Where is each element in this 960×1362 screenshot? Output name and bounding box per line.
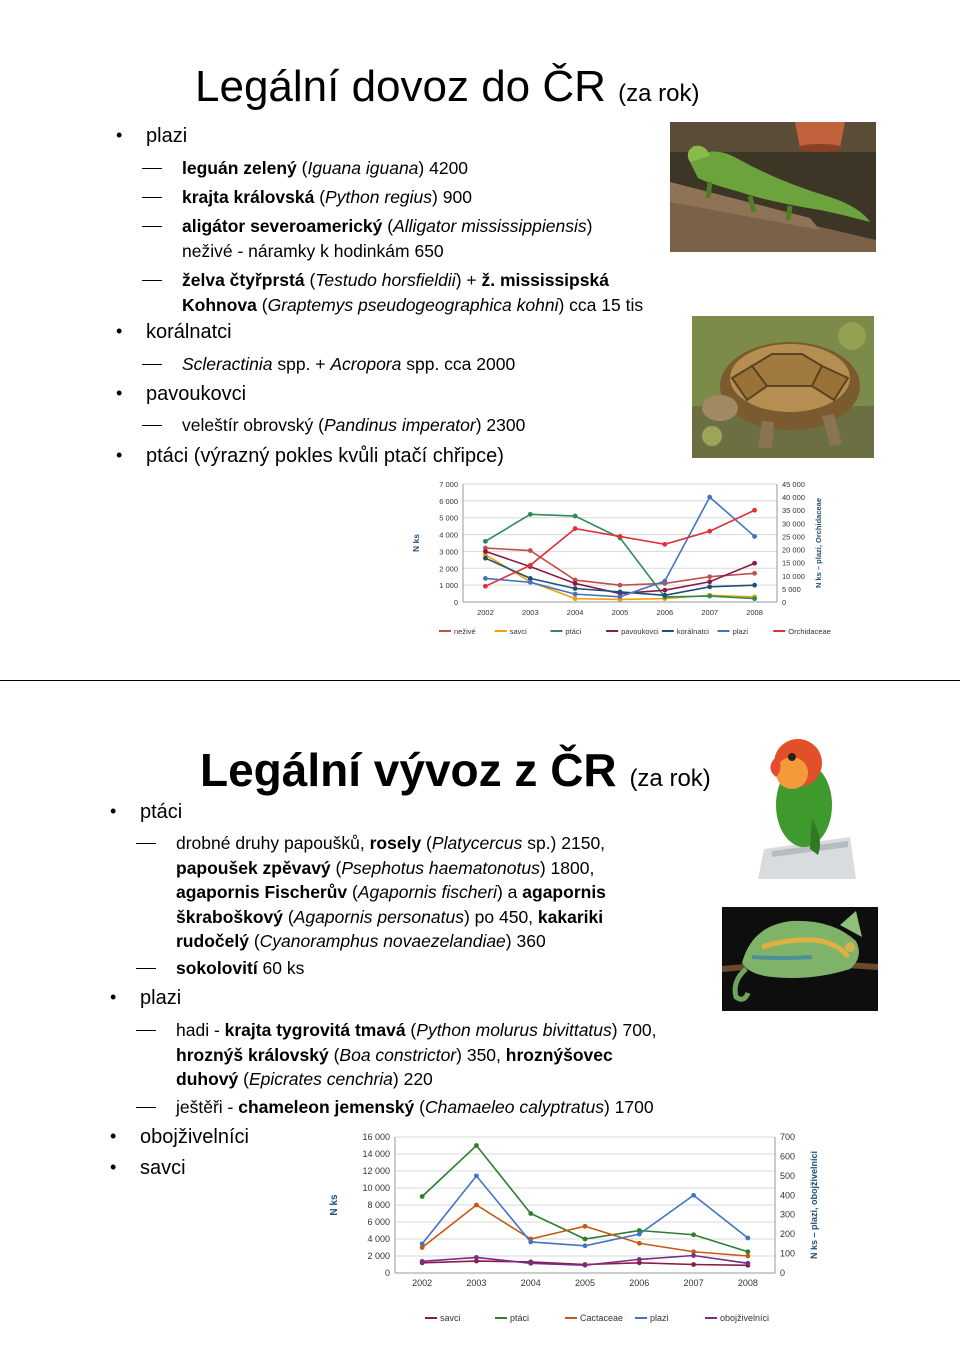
bullet-ptaci: • ptáci (výrazný pokles kvůli ptačí chřipce) [146, 445, 504, 468]
data-point [745, 1236, 750, 1241]
data-point [583, 1224, 588, 1229]
legend-label: obojživelníci [720, 1313, 770, 1323]
item-iguana: leguán zelený (Iguana iguana) 4200 [182, 156, 468, 181]
data-point [420, 1259, 425, 1264]
data-point [745, 1261, 750, 1266]
y-tick-label: 6 000 [439, 496, 458, 506]
data-point [752, 534, 757, 539]
item-lizards: ještěři - chameleon jemenský (Chamaeleo calyptratus) 1700 [176, 1095, 654, 1120]
y2-tick-label: 700 [780, 1132, 796, 1142]
data-point [662, 579, 667, 584]
bullet-koralnatci: • korálnatci [146, 321, 232, 344]
item-snakes: hadi - krajta tygrovitá tmavá (Python molurus bivittatus) 700, hroznýš královský (Boa constrictor) 350, hroznýšovec duhový (Epicrates cenchria) 220 [176, 1018, 657, 1092]
y-axis-label: N ks [329, 1194, 340, 1216]
data-point [691, 1262, 696, 1267]
data-point [573, 526, 578, 531]
data-point [618, 534, 623, 539]
y-tick-label: 0 [453, 598, 458, 607]
x-tick-label: 2008 [746, 608, 763, 617]
data-point [637, 1257, 642, 1262]
y-tick-label: 12 000 [362, 1166, 390, 1176]
y-tick-label: 14 000 [362, 1149, 390, 1159]
y2-tick-label: 10 000 [782, 571, 805, 581]
bullet-plazi: • plazi [140, 987, 181, 1010]
y-tick-label: 4 000 [367, 1234, 390, 1244]
export-chart [325, 1127, 845, 1345]
y2-axis-label: N ks – plazi, Orchidaceae [814, 497, 823, 589]
legend-label: savci [509, 627, 527, 636]
y-tick-label: 10 000 [362, 1183, 390, 1193]
data-point [752, 583, 757, 588]
title-note: (za rok) [629, 765, 711, 792]
item-corals: Scleractinia spp. + Acropora spp. cca 2000 [182, 352, 515, 377]
slide-title: Legální dovoz do ČR (za rok) [195, 62, 700, 111]
slide-export [0, 681, 960, 1362]
y-tick-label: 0 [384, 1268, 390, 1278]
data-point [573, 592, 578, 597]
data-point [483, 539, 488, 544]
data-point [483, 576, 488, 581]
data-point [573, 514, 578, 519]
y2-tick-label: 300 [780, 1209, 796, 1220]
y2-tick-label: 45 000 [782, 480, 805, 489]
data-point [528, 548, 533, 553]
tortoise-photo [692, 316, 874, 458]
y-tick-label: 2 000 [439, 564, 458, 574]
y2-tick-label: 600 [780, 1151, 796, 1162]
y2-tick-label: 0 [780, 1268, 786, 1278]
y-tick-label: 3 000 [439, 547, 458, 557]
data-point [474, 1255, 479, 1260]
data-point [691, 1232, 696, 1237]
data-point [752, 571, 757, 576]
x-tick-label: 2005 [574, 1278, 596, 1288]
y-tick-label: 6 000 [367, 1217, 390, 1227]
chameleon-photo [722, 907, 878, 1011]
data-point [707, 574, 712, 579]
data-point [483, 556, 488, 561]
y2-tick-label: 30 000 [782, 519, 805, 529]
legend-label: pavoukovci [621, 627, 659, 636]
series-line [422, 1176, 748, 1246]
data-point [752, 596, 757, 601]
data-point [662, 588, 667, 593]
y-tick-label: 5 000 [439, 513, 458, 523]
legend-label: korálnatci [676, 627, 709, 636]
lovebird-photo [752, 729, 856, 879]
data-point [707, 594, 712, 599]
item-falcons: sokolovití 60 ks [176, 956, 304, 981]
data-point [483, 549, 488, 554]
bullet-plazi: • plazi [146, 125, 187, 148]
y-axis-label: N ks [411, 534, 421, 552]
y2-tick-label: 100 [780, 1248, 796, 1259]
x-tick-label: 2004 [566, 608, 584, 617]
item-scorpion: veleštír obrovský (Pandinus imperator) 2300 [182, 413, 525, 438]
x-tick-label: 2002 [477, 608, 494, 617]
x-tick-label: 2003 [466, 1278, 487, 1288]
data-point [618, 589, 623, 594]
data-point [707, 579, 712, 584]
y2-tick-label: 200 [780, 1229, 796, 1240]
legend-label: ptáci [510, 1313, 530, 1323]
legend-label: Orchidaceae [788, 627, 831, 636]
bullet-obojzivelnici: • obojživelníci [140, 1126, 249, 1149]
series-line [485, 497, 754, 597]
y2-tick-label: 5 000 [782, 584, 801, 594]
y-tick-label: 2 000 [367, 1251, 390, 1261]
x-tick-label: 2002 [412, 1278, 433, 1288]
data-point [618, 594, 623, 599]
y2-tick-label: 35 000 [782, 506, 805, 516]
series-line [485, 510, 754, 586]
data-point [583, 1243, 588, 1248]
data-point [573, 586, 578, 591]
data-point [662, 542, 667, 547]
y2-axis-label: N ks – plazi, obojživelníci [809, 1150, 819, 1260]
x-tick-label: 2007 [683, 1278, 704, 1288]
x-tick-label: 2006 [656, 608, 674, 617]
legend-label: plazi [732, 627, 749, 636]
item-python: krajta královská (Python regius) 900 [182, 185, 472, 210]
data-point [707, 495, 712, 500]
bullet-ptaci: • ptáci [140, 801, 182, 824]
y2-tick-label: 15 000 [782, 558, 805, 568]
y2-tick-label: 0 [782, 598, 787, 607]
legend-label: ptáci [565, 627, 582, 636]
data-point [707, 529, 712, 534]
y2-tick-label: 40 000 [782, 493, 805, 503]
legend-label: Cactaceae [580, 1313, 624, 1323]
data-point [662, 593, 667, 598]
data-point [583, 1237, 588, 1242]
legend-label: neživé [454, 627, 476, 636]
slide-title: Legální vývoz z ČR (za rok) [200, 744, 711, 796]
data-point [483, 584, 488, 589]
x-tick-label: 2007 [701, 608, 719, 617]
data-point [637, 1232, 642, 1237]
x-tick-label: 2003 [521, 608, 539, 617]
data-point [745, 1254, 750, 1259]
data-point [618, 583, 623, 588]
data-point [583, 1263, 588, 1268]
data-point [474, 1173, 479, 1178]
bullet-pavoukovci: • pavoukovci [146, 383, 246, 406]
import-chart [405, 472, 835, 642]
x-tick-label: 2005 [611, 608, 629, 617]
data-point [528, 580, 533, 585]
data-point [745, 1249, 750, 1254]
item-small-parrots: drobné druhy papoušků, rosely (Platycercus sp.) 2150, papoušek zpěvavý (Psephotus haematonotus) 1800, agapornis Fischerův (Agapornis fischeri) a agapornis škraboškový (Agapornis personatus) po 450, kakariki rudočelý (Cyanoramphus novaezelandiae) 360 [176, 831, 606, 954]
bullet-savci: • savci [140, 1157, 186, 1180]
data-point [637, 1241, 642, 1246]
data-point [528, 1261, 533, 1266]
data-point [528, 563, 533, 568]
data-point [474, 1143, 479, 1148]
y-tick-label: 7 000 [439, 480, 458, 489]
data-point [528, 512, 533, 517]
y-tick-label: 16 000 [362, 1132, 390, 1142]
data-point [691, 1193, 696, 1198]
data-point [691, 1253, 696, 1258]
y-tick-label: 4 000 [439, 530, 458, 540]
data-point [573, 581, 578, 586]
legend-label: plazi [650, 1313, 669, 1323]
data-point [752, 508, 757, 513]
y2-tick-label: 400 [780, 1190, 796, 1201]
title-note: (za rok) [618, 80, 700, 107]
data-point [474, 1203, 479, 1208]
y-tick-label: 1 000 [439, 581, 458, 591]
y2-tick-label: 500 [780, 1170, 796, 1181]
item-alligator: aligátor severoamerický (Alligator mississippiensis) neživé - náramky k hodinkám 650 [182, 214, 592, 263]
y2-tick-label: 25 000 [782, 532, 805, 542]
data-point [528, 1211, 533, 1216]
data-point [752, 561, 757, 566]
iguana-photo [670, 122, 876, 252]
x-tick-label: 2004 [520, 1278, 541, 1288]
data-point [707, 584, 712, 589]
data-point [573, 596, 578, 601]
data-point [420, 1194, 425, 1199]
y-tick-label: 8 000 [367, 1200, 390, 1210]
legend-label: savci [440, 1313, 461, 1323]
x-tick-label: 2006 [629, 1278, 650, 1288]
series-line [422, 1205, 748, 1256]
y2-tick-label: 20 000 [782, 545, 805, 555]
x-tick-label: 2008 [737, 1278, 758, 1288]
item-turtle: želva čtyřprstá (Testudo horsfieldii) + ž. mississipská Kohnova (Graptemys pseudogeographica kohni) cca 15 tis [182, 268, 643, 317]
data-point [420, 1241, 425, 1246]
data-point [528, 1240, 533, 1245]
